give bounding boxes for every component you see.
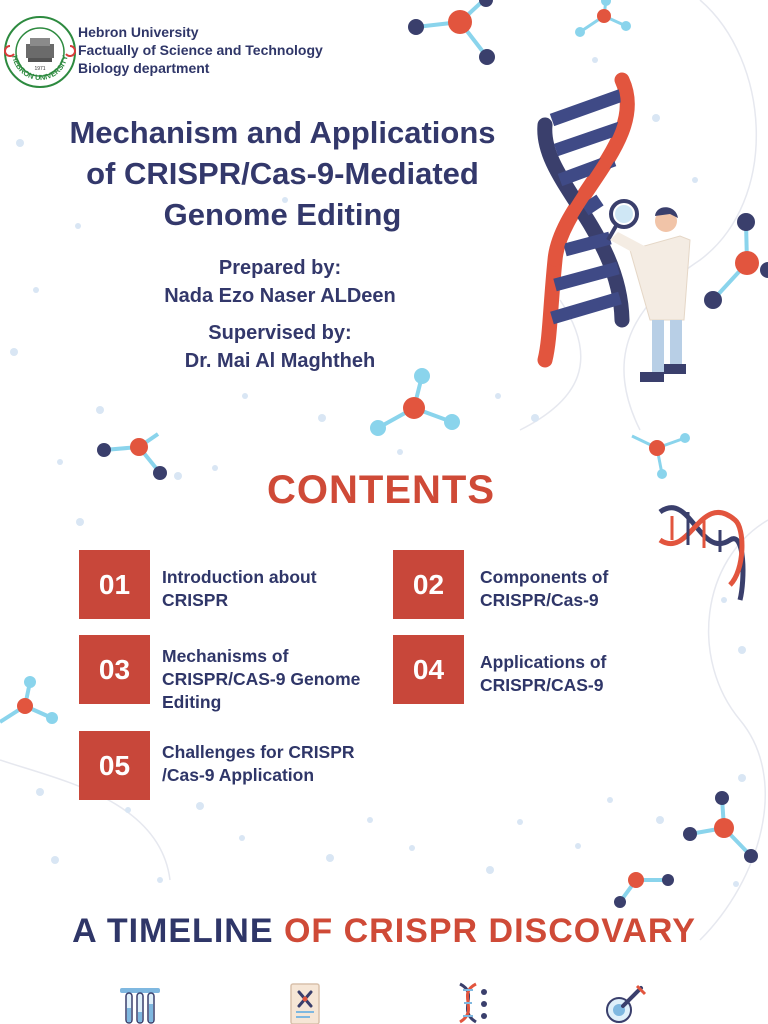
contents-item-03[interactable] xyxy=(162,645,360,714)
contents-item-line: Editing xyxy=(162,692,222,712)
contents-number-02: 02 xyxy=(393,550,464,619)
timeline-heading-part1: A TIMELINE xyxy=(72,912,284,950)
chromosome-chart-icon xyxy=(283,982,327,1024)
supervised-by-name: Dr. Mai Al Maghtheh xyxy=(184,350,376,372)
hebron-university-logo xyxy=(4,16,76,88)
test-tubes-icon xyxy=(118,982,162,1024)
contents-item-line: Components of xyxy=(480,567,609,587)
contents-number-01: 01 xyxy=(79,550,150,619)
dna-icon xyxy=(446,982,490,1024)
contents-number-03: 03 xyxy=(79,635,150,704)
title-line: Mechanism and Applications xyxy=(69,115,496,150)
contents-item-line: CRISPR/CAS-9 Genome xyxy=(162,669,361,689)
institution-header xyxy=(78,23,323,77)
contents-item-line: Challenges for CRISPR xyxy=(162,742,355,762)
contents-item-05[interactable] xyxy=(162,741,355,787)
contents-heading: CONTENTS xyxy=(267,468,495,512)
contents-item-line: Applications of xyxy=(480,652,607,672)
contents-number-05: 05 xyxy=(79,731,150,800)
contents-item-line: Mechanisms of xyxy=(162,646,289,666)
timeline-heading xyxy=(0,912,768,951)
contents-item-line: Introduction about xyxy=(162,567,317,587)
contents-item-01[interactable] xyxy=(162,566,317,612)
university-name: Hebron University xyxy=(78,24,199,40)
title-line: Genome Editing xyxy=(163,197,402,232)
timeline-heading-part2: OF CRISPR DISCOVARY xyxy=(283,912,696,950)
contents-number-04: 04 xyxy=(393,635,464,704)
svg-text:1971: 1971 xyxy=(34,66,46,72)
contents-item-line: CRISPR/Cas-9 xyxy=(480,590,599,610)
faculty-name: Factually of Science and Technology xyxy=(78,42,323,58)
document-title xyxy=(30,112,535,235)
svg-text:HEBRON UNIVERSITY: HEBRON UNIVERSITY xyxy=(10,54,70,83)
contents-item-line: CRISPR xyxy=(162,590,229,610)
department-name: Biology department xyxy=(78,60,210,76)
contents-item-04[interactable] xyxy=(480,651,606,697)
prepared-by-label: Prepared by: xyxy=(218,257,342,279)
title-line: of CRISPR/Cas-9-Mediated xyxy=(86,156,479,191)
prepared-by-name: Nada Ezo Naser ALDeen xyxy=(164,285,396,307)
syringe-target-icon xyxy=(603,982,647,1024)
contents-item-line: CRISPR/CAS-9 xyxy=(480,675,604,695)
supervised-by-label: Supervised by: xyxy=(208,322,352,344)
contents-item-line: /Cas-9 Application xyxy=(162,765,315,785)
credits xyxy=(80,254,480,375)
contents-item-02[interactable] xyxy=(480,566,608,612)
